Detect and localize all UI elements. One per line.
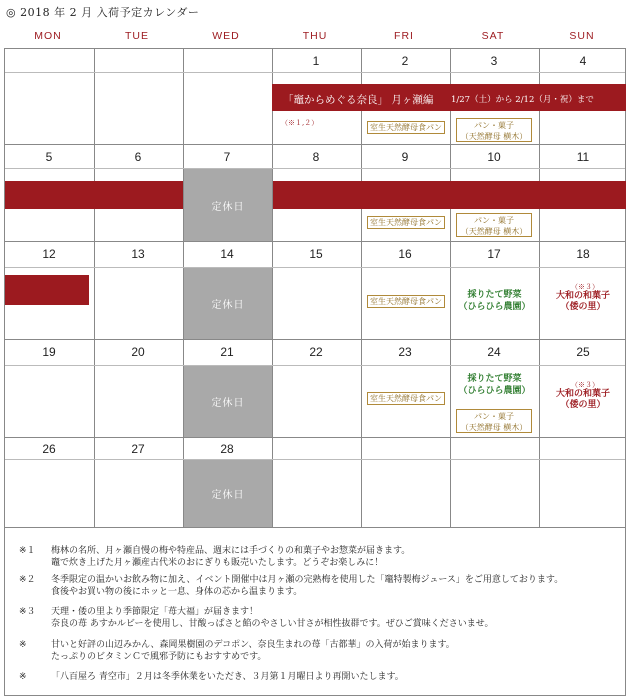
bread-tag-23: 室生天然酵母食パン (367, 392, 445, 405)
closed-day-21: 定休日 (184, 366, 272, 437)
day-24: 24 (487, 345, 501, 359)
day-18: 18 (576, 247, 590, 261)
bread-tag-2: 室生天然酵母食パン (367, 121, 445, 134)
closed-day-7: 定休日 (184, 169, 272, 241)
day-13: 13 (131, 247, 145, 261)
wagashi-tag-25: 大和の和菓子 （倭の里） (555, 389, 610, 410)
weekday-sun: SUN (569, 30, 595, 42)
day-2: 2 (401, 54, 409, 68)
day-25: 25 (576, 345, 590, 359)
day-9: 9 (401, 150, 409, 164)
closed-day-28: 定休日 (184, 460, 272, 527)
calendar-grid (4, 48, 626, 528)
day-22: 22 (309, 345, 323, 359)
day-3: 3 (490, 54, 498, 68)
bread-tag-9: 室生天然酵母食パン (367, 216, 445, 229)
vegetable-tag-17: 採りたて野菜 （ひらひら農園） (458, 290, 531, 312)
closed-day-14: 定休日 (184, 268, 272, 339)
day-20: 20 (131, 345, 145, 359)
event-band-week2-left (5, 181, 183, 209)
notes-section: ※１ 梅林の名所、月ヶ瀬自慢の梅や特産品、週末には手づくりの和菓子やお惣菜が届きます。 竈で炊き上げた月ヶ瀬産古代米のおにぎりも販売いたします。どうぞお楽しみに！ ※２ 冬季限定の温かいお飲み物に加え、イベント開催中は月ヶ瀬の完熟梅を使用した「竈特製梅ジュース」をご用意しております。 食後やお買い物の後にホッと一息、身体の芯から温まります。 ※３ 天理・倭の里より季節限定「苺大福」が届きます！ 奈良の苺 あすかルビーを使用し、甘酸っぱさと餡のやさしい甘さが相性抜群です。ぜひご賞味くださいませ。 ※ 甘いと好評の山辺みかん、森岡果樹園のデコポン、奈良生まれの苺「古都華」の入荷が始まります。 たっぷりのビタミンＣで風邪予防にもおすすめです。 ※ 「八百屋ろ 青空市」２月は冬季休業をいただき、３月第１月曜日より再開いたします。 (4, 528, 626, 696)
day-27: 27 (131, 442, 145, 456)
wagashi-ref-25: （※３） (571, 381, 599, 389)
day-15: 15 (309, 247, 323, 261)
bread-tag-16: 室生天然酵母食パン (367, 295, 445, 308)
day-6: 6 (134, 150, 142, 164)
vegetable-tag-24: 採りたて野菜 （ひらひら農園） (458, 374, 531, 396)
day-4: 4 (579, 54, 587, 68)
day-17: 17 (487, 247, 501, 261)
weekday-mon: MON (34, 30, 62, 42)
day-23: 23 (398, 345, 412, 359)
day-19: 19 (42, 345, 56, 359)
weekday-sat: SAT (481, 30, 505, 42)
event-period: 1/27（土）から 2/12（月・祝）まで (451, 95, 594, 105)
day-28: 28 (220, 442, 234, 456)
day-16: 16 (398, 247, 412, 261)
pastry-tag-24: パン・菓子 （天然酵母 横木） (456, 409, 532, 433)
weekday-tue: TUE (125, 30, 149, 42)
day-7: 7 (223, 150, 231, 164)
event-band-week3 (5, 275, 89, 305)
event-note-ref: （※１,２） (281, 119, 319, 127)
pastry-tag-10: パン・菓子 （天然酵母 横木） (456, 213, 532, 237)
day-10: 10 (487, 150, 501, 164)
day-12: 12 (42, 247, 56, 261)
page-title: ◎ 2018 年 2 月 入荷予定カレンダー (6, 6, 200, 19)
day-1: 1 (312, 54, 320, 68)
day-8: 8 (312, 150, 320, 164)
wagashi-ref-18: （※３） (571, 283, 599, 291)
wagashi-tag-18: 大和の和菓子 （倭の里） (555, 291, 610, 312)
pastry-tag-3: パン・菓子 （天然酵母 横木） (456, 118, 532, 142)
event-title: 「竈からめぐる奈良」 月ヶ瀬編 (283, 94, 434, 106)
weekday-wed: WED (212, 30, 240, 42)
day-14: 14 (220, 247, 234, 261)
weekday-thu: THU (302, 30, 328, 42)
day-21: 21 (220, 345, 234, 359)
day-26: 26 (42, 442, 56, 456)
day-11: 11 (576, 150, 590, 164)
event-band-week2-right (273, 181, 626, 209)
day-5: 5 (45, 150, 53, 164)
weekday-fri: FRI (394, 30, 414, 42)
